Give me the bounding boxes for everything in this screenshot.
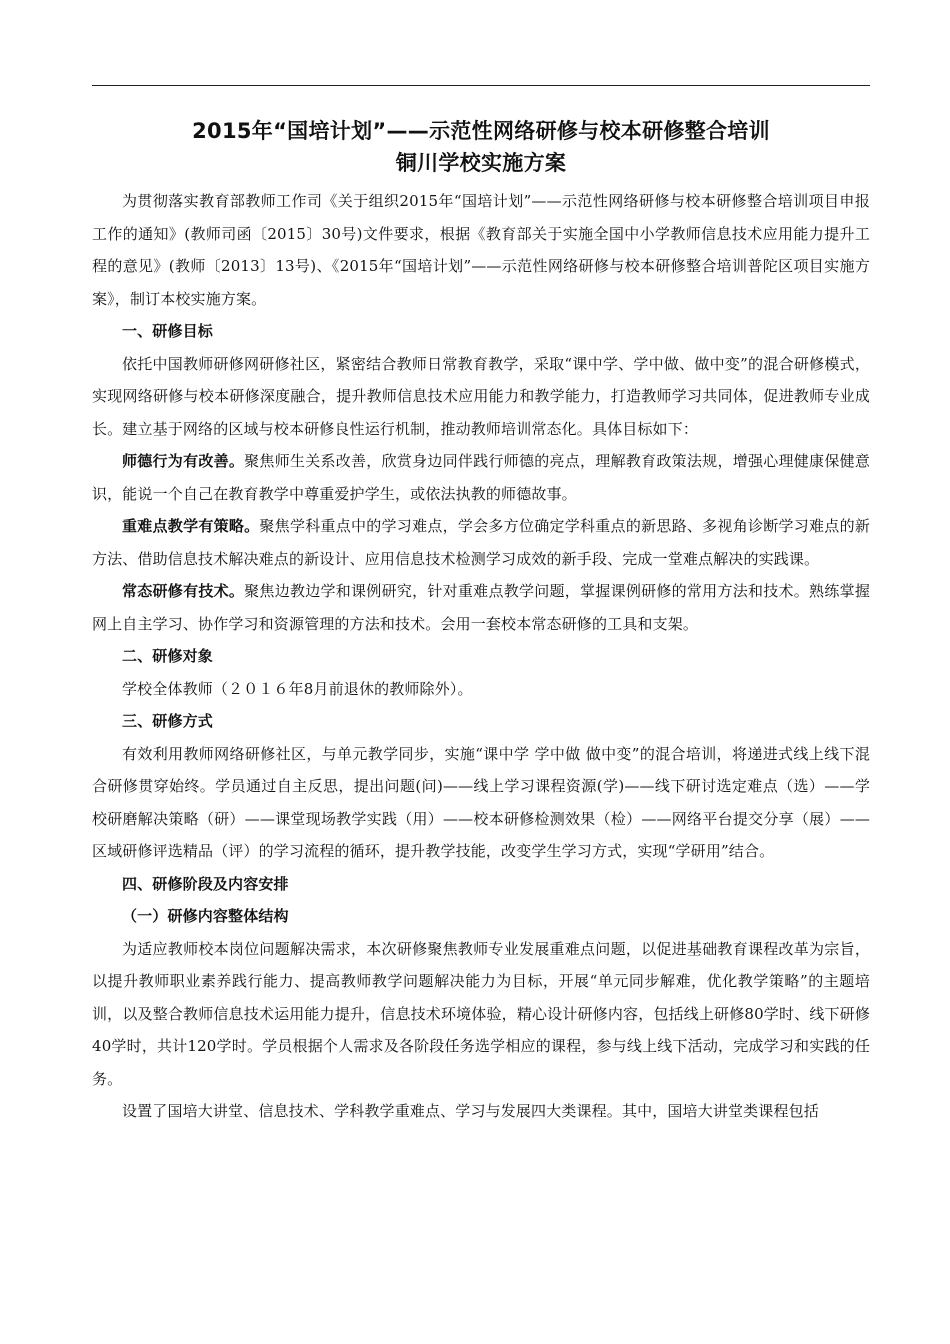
section-heading-audience: 二、研修对象 [122,647,213,665]
intro-paragraph: 为贯彻落实教育部教师工作司《关于组织2015年“国培计划”——示范性网络研修与校本研修整合培训项目申报工作的通知》(教师司函〔2015〕30号)文件要求，根据《教育部关于实施全国中小学教师信息技术应用能力提升工程的意见》(教师〔2013〕13号)、《2015年“国培计划”——示范性网络研修与校本研修整合培训普陀区项目实施方案》，制订本校实施方案。 [92,192,870,308]
goal-teaching-text: 聚焦学科重点中的学习难点，学会多方位确定学科重点的新思路、多视角诊断学习难点的新方法、借助信息技术解决难点的新设计、应用信息技术检测学习成效的新手段、完成一堂难点解决的实践课。 [92,517,870,568]
goal-research-lead: 常态研修有技术。 [122,582,245,600]
header-rule [92,85,870,86]
structure-paragraph-1: 为适应教师校本岗位问题解决需求，本次研修聚焦教师专业发展重难点问题，以促进基础教育课程改革为宗旨，以提升教师职业素养践行能力、提高教师教学问题解决能力为目标，开展“单元同步解难，优化教学策略”的主题培训，以及整合教师信息技术运用能力提升，信息技术环境体验，精心设计研修内容，包括线上研修80学时、线下研修40学时，共计120学时。学员根据个人需求及各阶段任务选学相应的课程，参与线上线下活动，完成学习和实践的任务。 [92,939,870,1088]
audience-paragraph: 学校全体教师（２０１６年8月前退休的教师除外）。 [122,679,473,698]
goal-ethics-paragraph [92,445,870,510]
goal-teaching-paragraph [92,510,870,575]
section-heading-stages: 四、研修阶段及内容安排 [122,874,289,893]
section-heading-method: 三、研修方式 [122,712,213,730]
subsection-heading-structure: （一）研修内容整体结构 [122,907,289,925]
structure-paragraph-2: 设置了国培大讲堂、信息技术、学科教学重难点、学习与发展四大类课程。其中，国培大讲堂类课程包括 [122,1102,819,1120]
document-title-line1: 2015年“国培计划”——示范性网络研修与校本研修整合培训 [192,119,770,143]
section-heading-goals: 一、研修目标 [122,322,213,340]
goal-teaching-lead: 重难点教学有策略。 [122,517,260,535]
goal-ethics-lead: 师德行为有改善。 [122,452,245,470]
goal-research-text: 聚焦边教边学和课例研究，针对重难点教学问题，掌握课例研修的常用方法和技术。熟练掌握网上自主学习、协作学习和资源管理的方法和技术。会用一套校本常态研修的工具和支架。 [92,582,871,633]
goal-research-paragraph [92,575,870,640]
document-body [92,115,870,1128]
goal-ethics-text: 聚焦师生关系改善，欣赏身边同伴践行师德的亮点，理解教育政策法规，增强心理健康保健意识，能说一个自己在教育教学中尊重爱护学生，或依法执教的师德故事。 [92,452,871,503]
goals-paragraph: 依托中国教师研修网研修社区，紧密结合教师日常教育教学，采取“课中学、学中做、做中变”的混合研修模式，实现网络研修与校本研修深度融合，提升教师信息技术应用能力和教学能力，打造教师学习共同体，促进教师专业成长。建立基于网络的区域与校本研修良性运行机制，推动教师培训常态化。具体目标如下： [92,354,870,438]
method-paragraph: 有效利用教师网络研修社区，与单元教学同步，实施“课中学 学中做 做中变”的混合培训，将递进式线上线下混合研修贯穿始终。学员通过自主反思，提出问题(问)——线上学习课程资源(学)——线下研讨选定难点（选）——学校研磨解决策略（研）——课堂现场教学实践（用）——校本研修检测效果（检）——网络平台提交分享（展）——区域研修评选精品（评）的学习流程的循环，提升教学技能，改变学生学习方式，实现“学研用”结合。 [92,744,870,860]
document-title-line2: 铜川学校实施方案 [395,151,567,175]
